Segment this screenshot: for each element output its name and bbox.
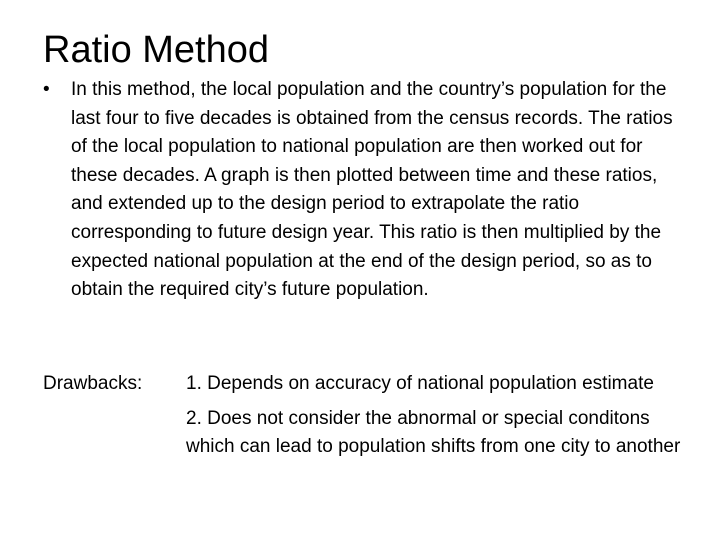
- drawback-item-accuracy: 1. Depends on accuracy of national population estimate: [186, 373, 654, 394]
- slide-title: Ratio Method: [43, 29, 270, 71]
- bullet-marker: •: [43, 79, 50, 100]
- method-description: [43, 76, 683, 305]
- drawbacks-section: [43, 370, 683, 468]
- drawbacks-list: [186, 370, 683, 468]
- drawback-item-abnormal-conditions: 2. Does not consider the abnormal or special conditons which can lead to population shifts from one city to another: [186, 407, 681, 458]
- drawbacks-label: Drawbacks:: [43, 373, 143, 394]
- method-description-text: In this method, the local population and the country’s population for the last four to five decades is obtained from the census records. The ratios of the local population to national population are then worked out for these decades. A graph is then plotted between time and these ratios, and extended up to the design period to extrapolate the ratio corresponding to future design year. This ratio is then multiplied by the expected national population at the end of the design period, so as to obtain the required city’s future population.: [71, 79, 673, 301]
